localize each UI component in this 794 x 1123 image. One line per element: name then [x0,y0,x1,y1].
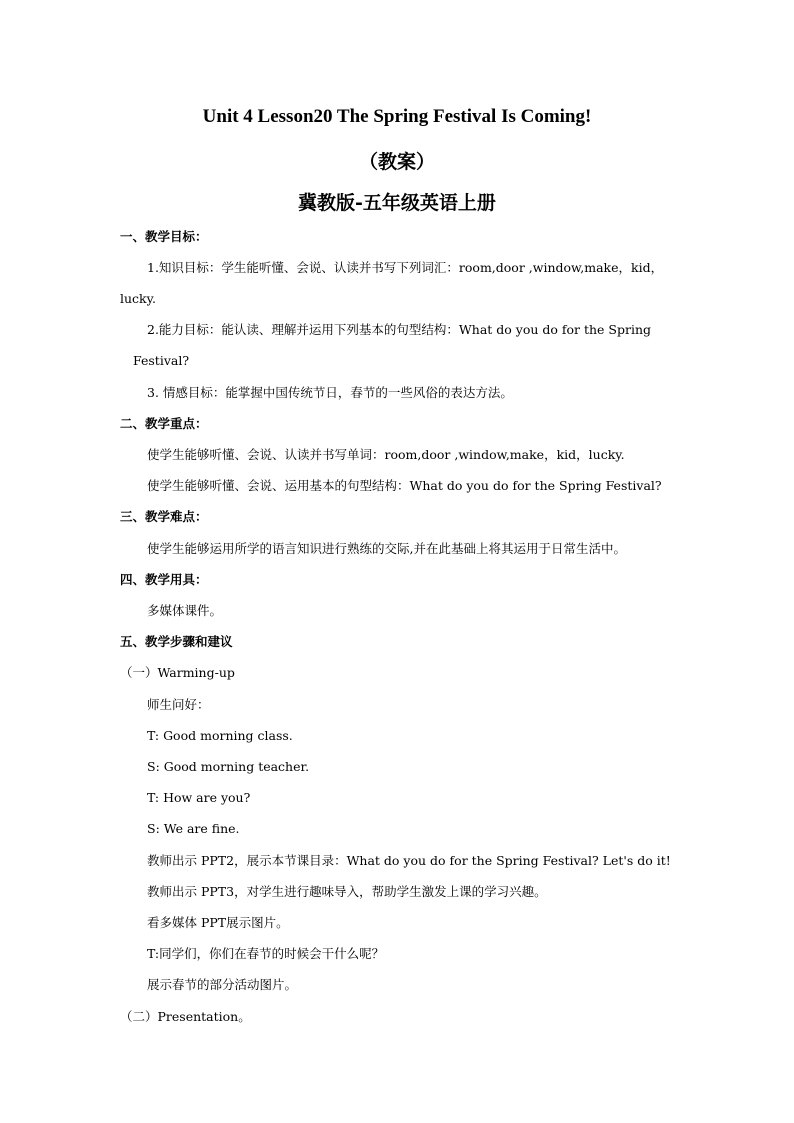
dialogue-line: S: We are fine. [147,821,240,836]
dialogue-line: T: How are you? [147,790,251,805]
paragraph-line: Festival? [133,353,190,368]
paragraph-line: 使学生能够听懂、会说、运用基本的句型结构：What do you do for the Spring Festival? [147,478,662,493]
paragraph-line: 教师出示 PPT3，对学生进行趣味导入，帮助学生激发上课的学习兴趣。 [147,884,547,899]
dialogue-line: T: Good morning class. [147,728,293,743]
paragraph-line: 多媒体课件。 [147,603,223,618]
paragraph-line: 2.能力目标：能认读、理解并运用下列基本的句型结构：What do you do for the Spring [147,322,652,337]
section-heading-teaching-steps: 五、教学步骤和建议 [120,634,233,649]
document-edition-title: 冀教版-五年级英语上册 [298,192,496,214]
section-heading-teaching-aids: 四、教学用具： [120,572,208,587]
section-heading-key-points: 二、教学重点： [120,416,208,431]
subsection-heading-warming-up: （一）Warming-up [120,665,235,680]
subsection-heading-presentation: （二）Presentation。 [120,1009,251,1024]
paragraph-line: 看多媒体 PPT展示图片。 [147,915,289,930]
paragraph-line: T:同学们，你们在春节的时候会干什么呢？ [147,946,385,961]
paragraph-line: 展示春节的部分活动图片。 [147,977,298,992]
paragraph-line: lucky. [120,291,156,306]
paragraph-line: 使学生能够运用所学的语言知识进行熟练的交际,并在此基础上将其运用于日常生活中。 [147,541,626,556]
paragraph-line: 师生问好： [147,697,210,712]
section-heading-objectives: 一、教学目标： [120,229,208,244]
paragraph-line: 教师出示 PPT2，展示本节课目录：What do you do for the Spring Festival? Let's do it! [147,853,671,868]
document-title: Unit 4 Lesson20 The Spring Festival Is Coming! [202,106,592,127]
paragraph-line: 使学生能够听懂、会说、认读并书写单词：room,door ,window,make，kid，lucky. [147,447,625,462]
paragraph-line: 1.知识目标：学生能听懂、会说、认读并书写下列词汇：room,door ,window,make，kid， [147,260,664,275]
section-heading-difficulties: 三、教学难点： [120,509,208,524]
document-subtitle: （教案） [358,151,435,173]
dialogue-line: S: Good morning teacher. [147,759,310,774]
paragraph-line: 3. 情感目标：能掌握中国传统节日，春节的一些风俗的表达方法。 [147,385,513,400]
